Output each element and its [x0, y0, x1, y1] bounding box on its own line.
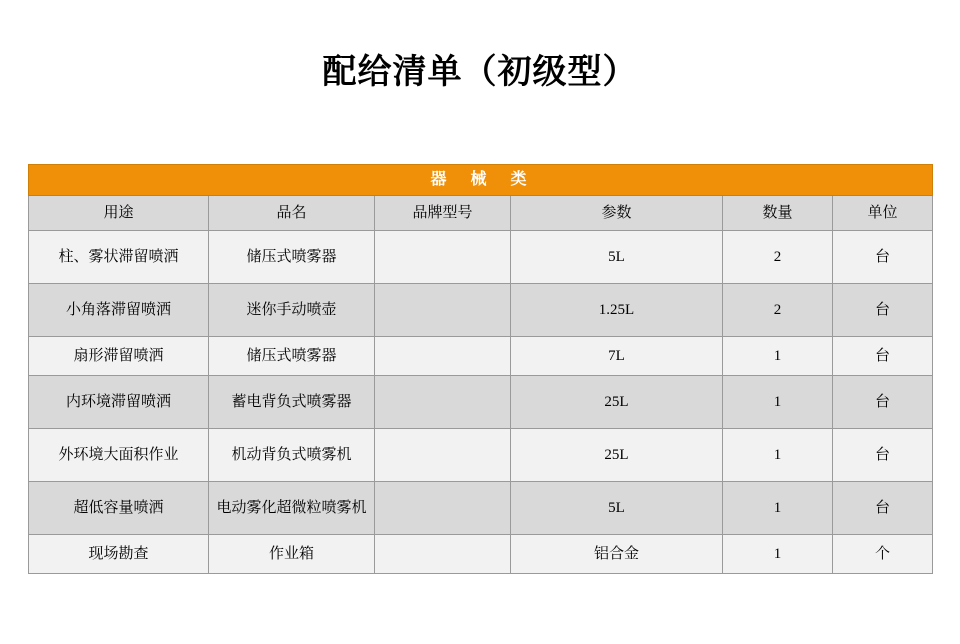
allocation-table [28, 164, 933, 574]
cell-use: 柱、雾状滞留喷洒 [29, 231, 209, 284]
cell-name: 作业箱 [209, 535, 375, 574]
cell-model [375, 429, 511, 482]
cell-name: 电动雾化超微粒喷雾机 [209, 482, 375, 535]
cell-qty: 1 [723, 429, 833, 482]
cell-param: 25L [511, 376, 723, 429]
table-row [29, 482, 933, 535]
cell-use: 超低容量喷洒 [29, 482, 209, 535]
table-row [29, 337, 933, 376]
cell-qty: 2 [723, 284, 833, 337]
cell-model [375, 535, 511, 574]
cell-unit: 台 [833, 231, 933, 284]
column-header-name: 品名 [209, 196, 375, 231]
table-header-row [29, 196, 933, 231]
column-header-param: 参数 [511, 196, 723, 231]
cell-qty: 1 [723, 376, 833, 429]
cell-param: 25L [511, 429, 723, 482]
column-header-use: 用途 [29, 196, 209, 231]
cell-qty: 1 [723, 482, 833, 535]
cell-param: 7L [511, 337, 723, 376]
section-label: 器 械 类 [29, 165, 933, 196]
cell-param: 铝合金 [511, 535, 723, 574]
table-row [29, 429, 933, 482]
cell-unit: 台 [833, 337, 933, 376]
allocation-table-container [28, 164, 932, 574]
cell-qty: 1 [723, 337, 833, 376]
cell-name: 储压式喷雾器 [209, 231, 375, 284]
cell-unit: 台 [833, 482, 933, 535]
table-row [29, 284, 933, 337]
page-title: 配给清单（初级型） [322, 53, 638, 91]
cell-use: 现场勘查 [29, 535, 209, 574]
cell-param: 1.25L [511, 284, 723, 337]
cell-name: 机动背负式喷雾机 [209, 429, 375, 482]
table-row [29, 376, 933, 429]
cell-unit: 个 [833, 535, 933, 574]
cell-use: 内环境滞留喷洒 [29, 376, 209, 429]
cell-name: 蓄电背负式喷雾器 [209, 376, 375, 429]
cell-param: 5L [511, 231, 723, 284]
cell-model [375, 337, 511, 376]
cell-qty: 2 [723, 231, 833, 284]
cell-param: 5L [511, 482, 723, 535]
document-page [0, 44, 960, 644]
cell-name: 储压式喷雾器 [209, 337, 375, 376]
cell-model [375, 231, 511, 284]
cell-use: 外环境大面积作业 [29, 429, 209, 482]
table-row [29, 535, 933, 574]
cell-model [375, 482, 511, 535]
column-header-qty: 数量 [723, 196, 833, 231]
cell-unit: 台 [833, 429, 933, 482]
cell-name: 迷你手动喷壶 [209, 284, 375, 337]
cell-qty: 1 [723, 535, 833, 574]
table-row [29, 231, 933, 284]
cell-model [375, 284, 511, 337]
cell-use: 小角落滞留喷洒 [29, 284, 209, 337]
column-header-model: 品牌型号 [375, 196, 511, 231]
cell-use: 扇形滞留喷洒 [29, 337, 209, 376]
cell-unit: 台 [833, 284, 933, 337]
table-section-header [29, 165, 933, 196]
cell-unit: 台 [833, 376, 933, 429]
column-header-unit: 单位 [833, 196, 933, 231]
cell-model [375, 376, 511, 429]
